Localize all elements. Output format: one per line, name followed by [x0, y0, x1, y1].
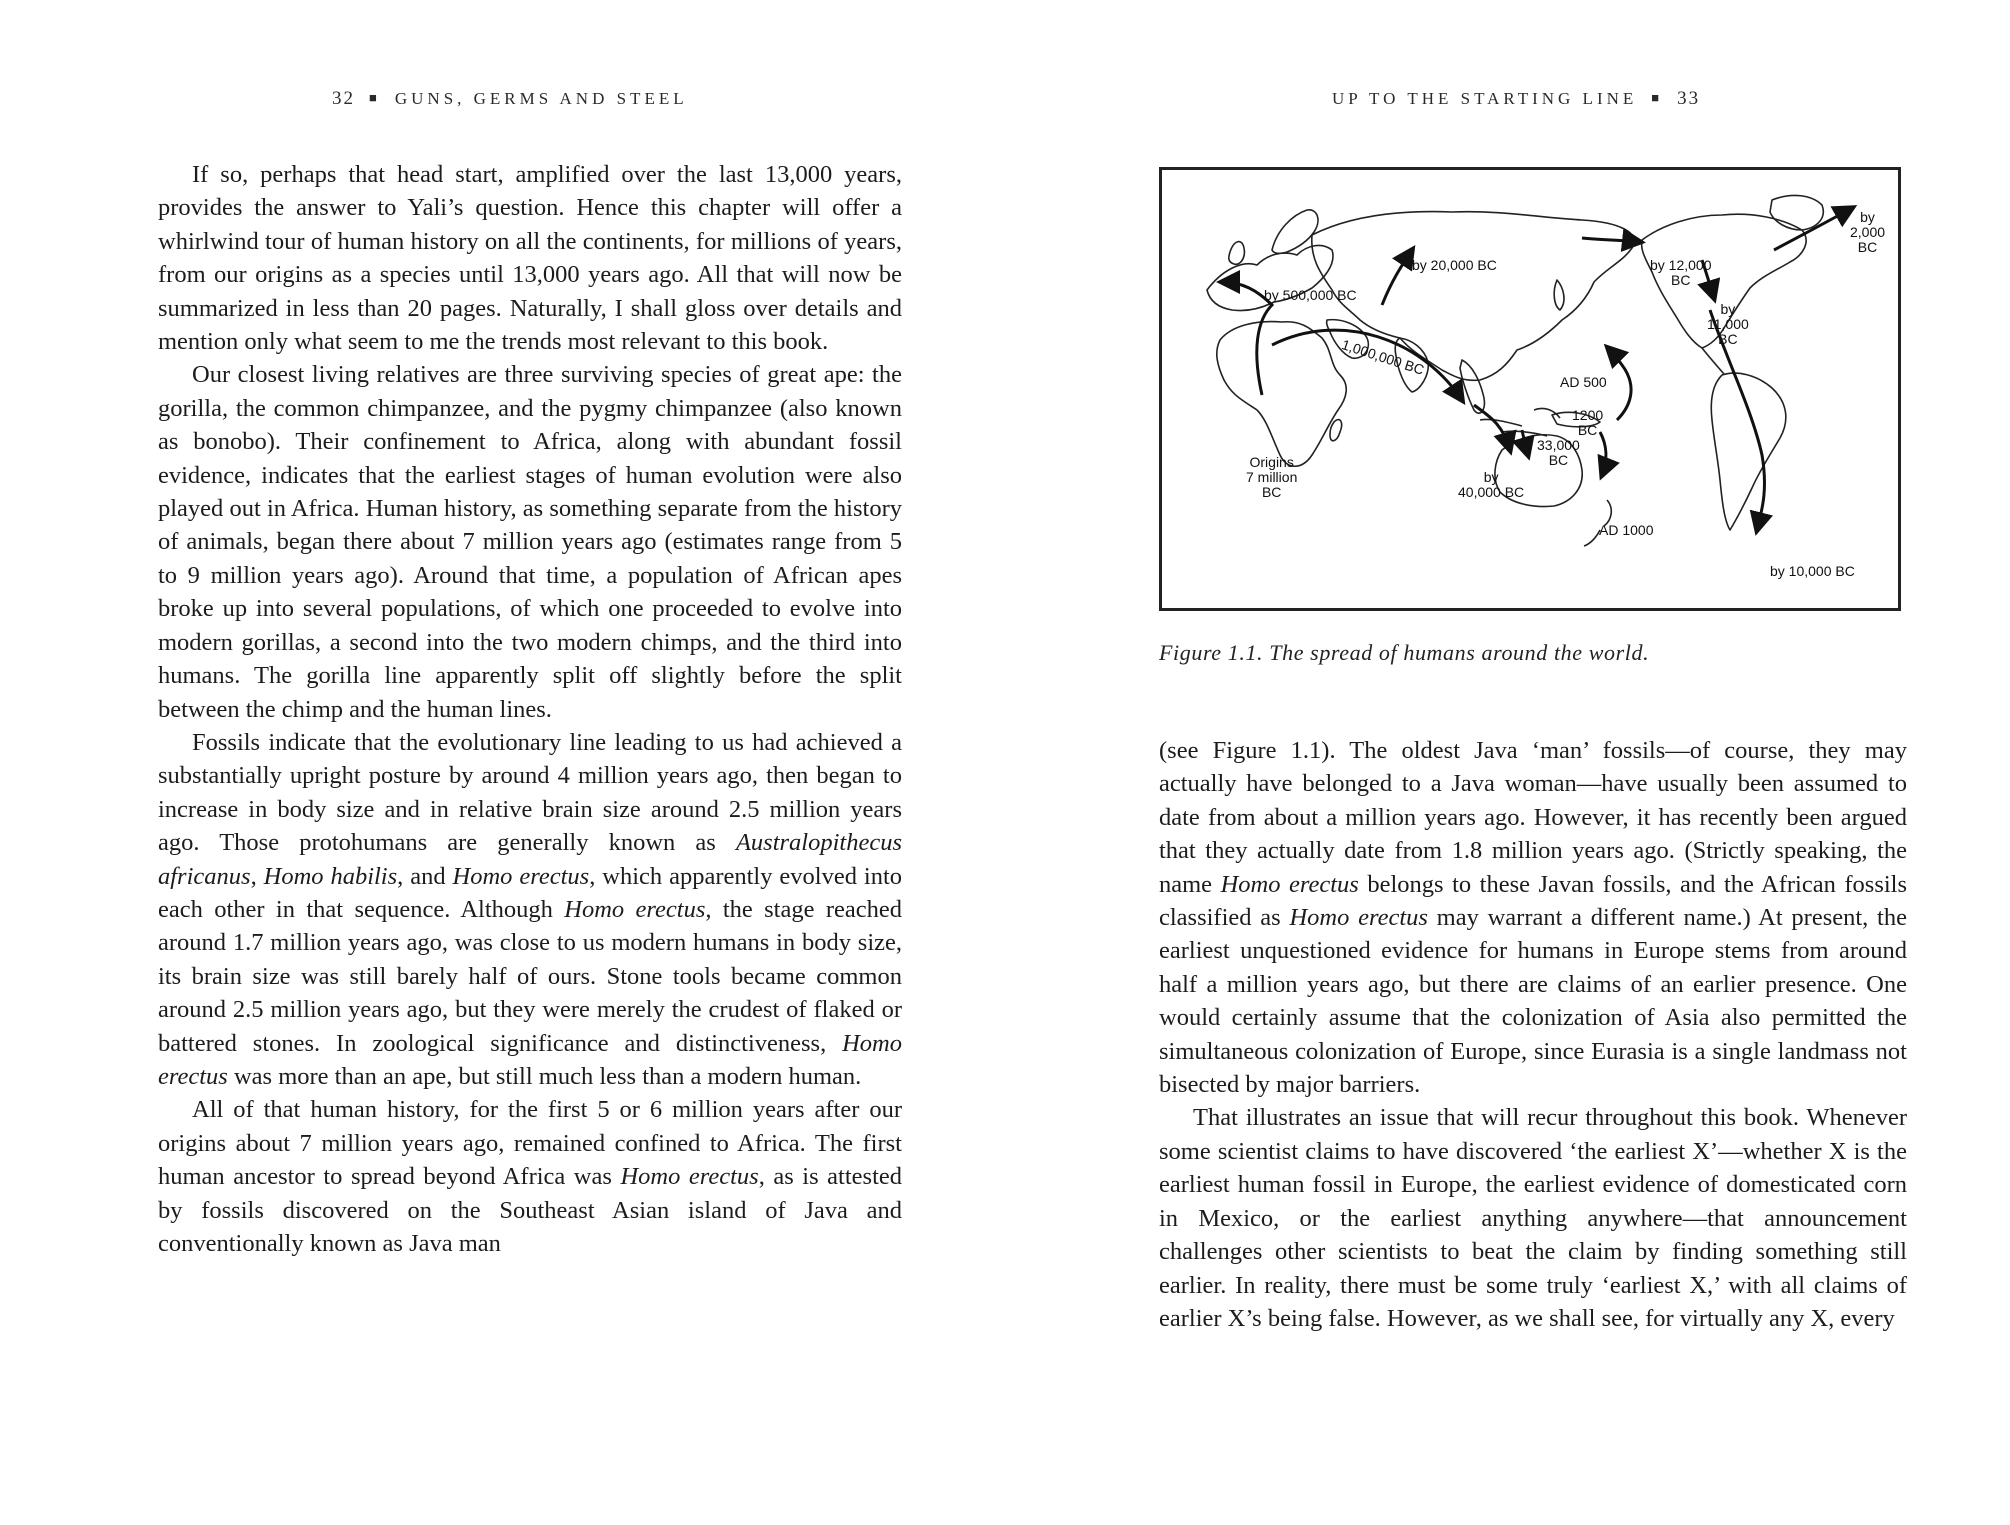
text-run: All of that human history, for the first 5 or 6 million years after our origins about 7 million years ago, remained confined to Africa. The first human ancestor to spread beyond Africa was — [158, 1096, 902, 1191]
body-text-left — [158, 158, 902, 1260]
italic-term: Homo erectus — [564, 895, 706, 923]
figure-map — [1159, 167, 1901, 611]
paragraph — [158, 1093, 902, 1260]
arrow-20000 — [1382, 250, 1412, 305]
madagascar-outline — [1330, 420, 1342, 441]
text-run: Our closest living relatives are three surviving species of great ape: the gorilla, the common chimpanzee, and the pygmy chimpanzee (also known as bonobo). Their confinement to Africa, along with abundant fossil evidence, indicates that the earliest stages of human evolution were also played out in Africa. Human history, as something separate from the history of animals, began there about 7 million years ago (estimates range from 5 to 9 million years ago). Around that time, a population of African apes broke up into several populations, of which one proceeded to evolve into modern gorillas, a second into the two modern chimps, and the third into humans. The gorilla line apparently split off slightly before the split between the chimp and the human lines. — [158, 361, 902, 723]
text-run: belongs to these Javan fossils, and the African fossils classified as — [1159, 870, 1907, 932]
body-text-right — [1159, 734, 1907, 1335]
label-1200bc: 1200 BC — [1572, 407, 1604, 438]
page-number-left: 32 — [332, 88, 355, 109]
italic-term: Homo erectus — [452, 862, 590, 890]
label-by-2000: by 2,000 BC — [1850, 209, 1886, 255]
label-ad-1000: AD 1000 — [1599, 522, 1654, 538]
se-asia-outline — [1460, 360, 1484, 413]
label-by-500000: by 500,000 BC — [1264, 287, 1357, 303]
running-head-right — [1332, 88, 1700, 110]
running-title-right: UP TO THE STARTING LINE — [1332, 89, 1638, 108]
text-run: If so, perhaps that head start, amplified over the last 13,000 years, provides the answer to Yali’s question. Hence this chapter will offer a whirlwind tour of human history on all the continents, for millions of years, from our origins as a species until 13,000 years ago. All that will now be summarized in less than 20 pages. Naturally, I shall gloss over details and mention only what seem to me the trends most relevant to this book. — [158, 161, 902, 356]
paragraph — [1159, 734, 1907, 1101]
south-america-outline — [1711, 373, 1786, 530]
running-title-left: GUNS, GERMS AND STEEL — [394, 89, 688, 108]
right-page — [1005, 0, 2010, 1525]
paragraph — [158, 158, 902, 358]
label-by-12000: by 12,000 BC — [1650, 257, 1712, 288]
world-map-illustration — [1162, 170, 1898, 608]
label-by-20000: by 20,000 BC — [1412, 257, 1497, 273]
japan-outline — [1554, 280, 1564, 310]
page-number-right: 33 — [1677, 88, 1701, 109]
arrow-2000bc — [1774, 208, 1852, 250]
label-33000: 33,000 BC — [1537, 437, 1580, 468]
text-run: , — [250, 862, 264, 890]
italic-term: Homo erectus — [620, 1163, 759, 1191]
britain-outline — [1229, 242, 1245, 265]
paragraph — [1159, 1101, 1907, 1335]
label-1000000: 1,000,000 BC — [1339, 336, 1427, 378]
text-run: That illustrates an issue that will recur throughout this book. Whenever some scientist claims to have discovered ‘the earliest X’—whether X is the earliest human fossil in Europe, the earliest evidence of domesticated corn in Mexico, or the earliest anything anywhere—that announcement challenges other scientists to beat the claim by finding something still earlier. In reality, there must be some truly ‘earliest X,’ with all claims of earlier X’s being false. However, as we shall see, for virtually any X, every — [1159, 1104, 1907, 1332]
italic-term: Homo erectus — [1289, 904, 1428, 932]
label-ad-500: AD 500 — [1560, 374, 1607, 390]
arrow-40000 — [1522, 430, 1528, 455]
paragraph — [158, 358, 902, 725]
arrow-ad500 — [1608, 348, 1631, 420]
label-by-10000: by 10,000 BC — [1770, 563, 1855, 579]
paragraph — [158, 726, 902, 1093]
figure-caption: Figure 1.1. The spread of humans around the world. — [1159, 640, 1650, 665]
text-run: , the stage reached around 1.7 million years ago, was close to us modern humans in body size, its brain size was still barely half of ours. Stone tools became common around 2.5 million years ago, but they were merely the crudest of flaked or battered stones. In zoological significance and distinctiveness, — [158, 895, 903, 1057]
label-by-40000: by 40,000 BC — [1458, 469, 1525, 500]
indonesia-outline — [1480, 408, 1560, 436]
text-run: , and — [397, 862, 453, 890]
italic-term: Homo habilis — [263, 862, 398, 890]
text-run: , as is attested by fossils discovered on the Southeast Asian island of Java and conventionally known as Java man — [158, 1163, 903, 1257]
arrow-ad1000 — [1600, 432, 1606, 475]
text-run: was more than an ape, but still much less than a modern human. — [227, 1062, 862, 1090]
italic-term: Homo erectus — [158, 1029, 902, 1090]
italic-term: Australopithecus africanus — [158, 829, 902, 890]
running-head-left — [332, 88, 688, 110]
label-origins: Origins 7 million BC — [1246, 454, 1298, 500]
greenland-outline — [1770, 195, 1823, 230]
text-run: , which apparently evolved into each other in that sequence. Although — [158, 862, 903, 923]
italic-term: Homo erectus — [1220, 870, 1359, 898]
text-run: (see Figure 1.1). The oldest Java ‘man’ fossils—of course, they may actually have belonged to a Java woman—have usually been assumed to date from about a million years ago. However, it has recently been argued that they actually date from 1.8 million years ago. (Strictly speaking, the name — [1159, 737, 1907, 898]
arrow-beringia — [1582, 238, 1640, 242]
arrow-australia — [1474, 405, 1510, 450]
africa-outline — [1217, 322, 1346, 467]
bullet-separator-icon: ■ — [369, 90, 381, 105]
label-by-11000: by 11,000 BC — [1707, 301, 1749, 347]
bullet-separator-icon: ■ — [1651, 90, 1664, 105]
central-america-outline — [1702, 348, 1724, 374]
text-run: Fossils indicate that the evolutionary line leading to us had achieved a substantially upright posture by around 4 million years ago, then began to increase in body size and in relative brain size around 2.5 million years ago. Those protohumans are generally known as — [158, 728, 902, 857]
text-run: may warrant a different name.) At present, the earliest unquestioned evidence for humans in Europe stems from around half a million years ago, but there are claims of an earlier presence. One would certainly assume that the colonization of Asia also permitted the simultaneous colonization of Europe, since Eurasia is a single landmass not bisected by major barriers. — [1159, 904, 1907, 1099]
